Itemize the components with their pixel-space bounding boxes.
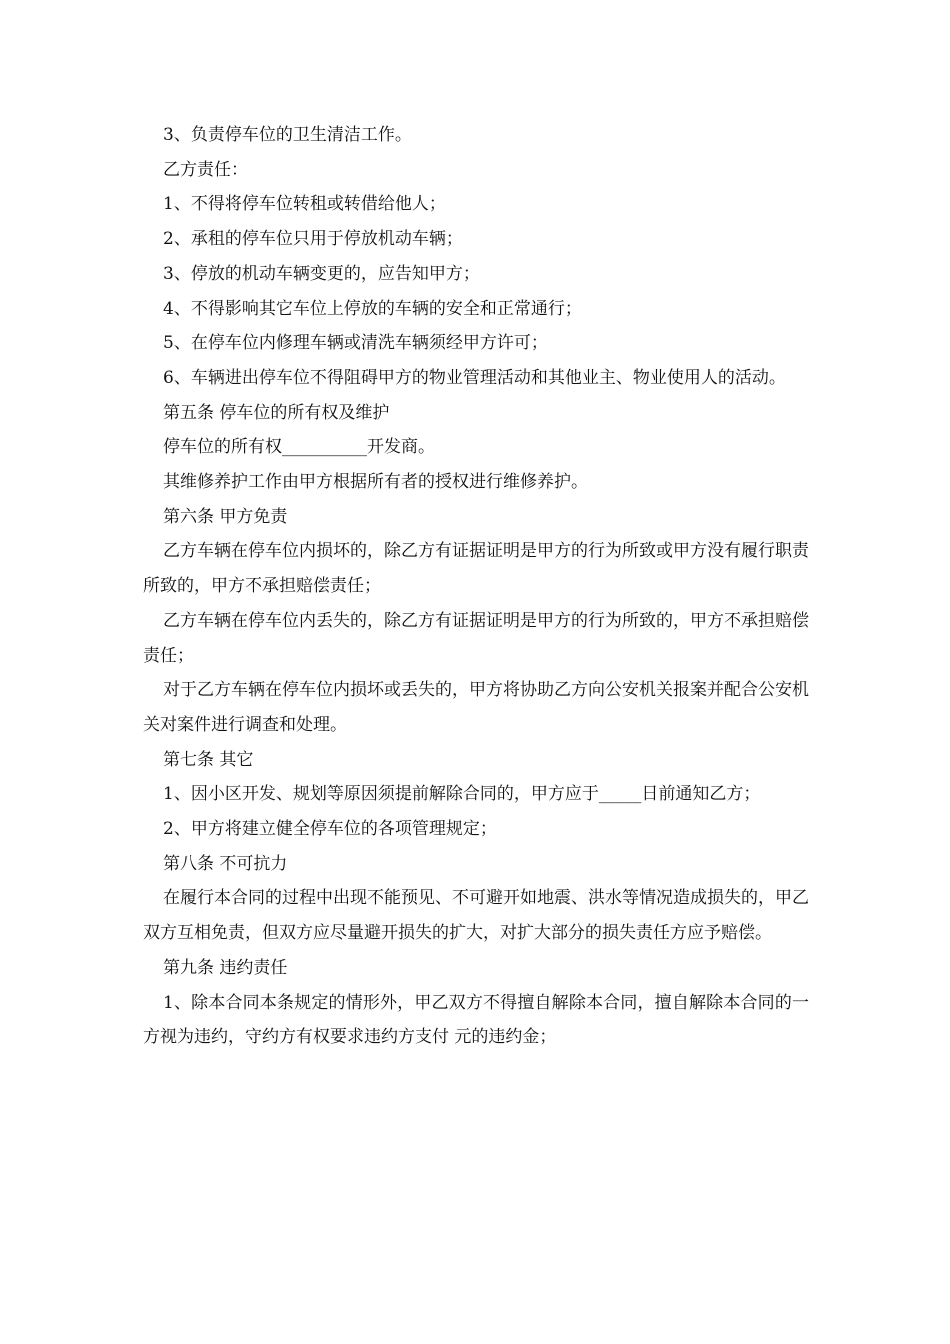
maintenance-clause: 其维修养护工作由甲方根据所有者的授权进行维修养护。 [163, 472, 588, 493]
clause-item-1-sublet: 1、不得将停车位转租或转借给他人； [163, 194, 446, 215]
document-page [143, 118, 809, 1055]
party-b-responsibility-heading: 乙方责任： [163, 159, 248, 180]
damage-exemption-clause: 乙方车辆在停车位内损坏的，除乙方有证据证明是甲方的行为所致或甲方没有履行职责所致的，甲方不承担赔偿责任； [143, 541, 809, 597]
clause-item-6-access: 6、车辆进出停车位不得阻碍甲方的物业管理活动和其他业主、物业使用人的活动。 [163, 367, 786, 388]
ownership-clause: 停车位的所有权__________开发商。 [163, 437, 435, 458]
clause-item-2-usage: 2、承租的停车位只用于停放机动车辆； [163, 229, 463, 250]
loss-exemption-clause: 乙方车辆在停车位内丢失的，除乙方有证据证明是甲方的行为所致的，甲方不承担赔偿责任； [143, 610, 809, 666]
clause-item-3-vehicle-change: 3、停放的机动车辆变更的，应告知甲方； [163, 263, 480, 284]
article-9-heading: 第九条 违约责任 [163, 957, 288, 978]
clause-item-5-repair: 5、在停车位内修理车辆或清洗车辆须经甲方许可； [163, 333, 548, 354]
force-majeure-clause: 在履行本合同的过程中出现不能预见、不可避开如地震、洪水等情况造成损失的，甲乙双方互相免责，但双方应尽量避开损失的扩大，对扩大部分的损失责任方应予赔偿。 [143, 888, 809, 944]
clause-item-4-safety: 4、不得影响其它车位上停放的车辆的安全和正常通行； [163, 298, 582, 319]
article-8-heading: 第八条 不可抗力 [163, 853, 288, 874]
article-5-heading: 第五条 停车位的所有权及维护 [163, 402, 390, 423]
police-assistance-clause: 对于乙方车辆在停车位内损坏或丢失的，甲方将协助乙方向公安机关报案并配合公安机关对案件进行调查和处理。 [143, 680, 809, 735]
early-termination-clause: 1、因小区开发、规划等原因须提前解除合同的，甲方应于_____日前通知乙方； [163, 784, 761, 805]
breach-penalty-clause: 1、除本合同本条规定的情形外，甲乙双方不得擅自解除本合同，擅自解除本合同的一方视为违约，守约方有权要求违约方支付 元的违约金； [143, 992, 809, 1048]
article-7-heading: 第七条 其它 [163, 749, 254, 770]
clause-item-3-cleaning: 3、负责停车位的卫生清洁工作。 [163, 125, 412, 145]
article-6-heading: 第六条 甲方免责 [163, 506, 288, 527]
management-rules-clause: 2、甲方将建立健全停车位的各项管理规定； [163, 819, 497, 840]
